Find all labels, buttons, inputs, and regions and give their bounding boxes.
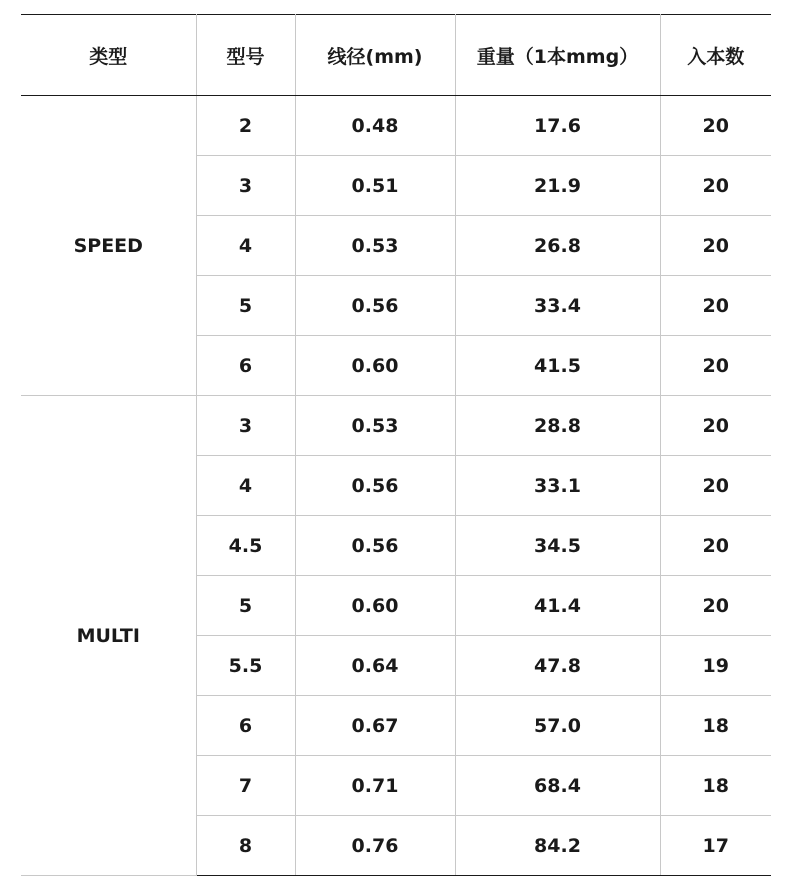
quantity-cell: 20 — [660, 516, 771, 576]
diameter-cell: 0.64 — [295, 636, 455, 696]
quantity-cell: 20 — [660, 216, 771, 276]
model-cell: 8 — [196, 816, 295, 876]
diameter-cell: 0.53 — [295, 216, 455, 276]
weight-cell: 47.8 — [455, 636, 660, 696]
diameter-cell: 0.60 — [295, 576, 455, 636]
quantity-cell: 20 — [660, 156, 771, 216]
type-cell-speed: SPEED — [21, 96, 196, 396]
weight-cell: 28.8 — [455, 396, 660, 456]
diameter-cell: 0.51 — [295, 156, 455, 216]
model-cell: 5 — [196, 276, 295, 336]
quantity-cell: 20 — [660, 336, 771, 396]
model-cell: 5.5 — [196, 636, 295, 696]
model-cell: 6 — [196, 696, 295, 756]
header-weight: 重量（1本mmg） — [455, 15, 660, 96]
weight-cell: 33.4 — [455, 276, 660, 336]
weight-cell: 68.4 — [455, 756, 660, 816]
model-cell: 2 — [196, 96, 295, 156]
diameter-cell: 0.56 — [295, 456, 455, 516]
quantity-cell: 18 — [660, 756, 771, 816]
quantity-cell: 20 — [660, 96, 771, 156]
header-quantity: 入本数 — [660, 15, 771, 96]
diameter-cell: 0.67 — [295, 696, 455, 756]
table-body — [21, 96, 771, 876]
diameter-cell: 0.53 — [295, 396, 455, 456]
model-cell: 4.5 — [196, 516, 295, 576]
table-header — [21, 15, 771, 96]
diameter-cell: 0.60 — [295, 336, 455, 396]
diameter-cell: 0.76 — [295, 816, 455, 876]
header-type: 类型 — [21, 15, 196, 96]
table-row — [21, 396, 771, 456]
header-diameter: 线径(mm) — [295, 15, 455, 96]
model-cell: 7 — [196, 756, 295, 816]
model-cell: 4 — [196, 216, 295, 276]
header-row — [21, 15, 771, 96]
weight-cell: 34.5 — [455, 516, 660, 576]
weight-cell: 41.5 — [455, 336, 660, 396]
diameter-cell: 0.71 — [295, 756, 455, 816]
header-model: 型号 — [196, 15, 295, 96]
table-row — [21, 96, 771, 156]
diameter-cell: 0.48 — [295, 96, 455, 156]
quantity-cell: 20 — [660, 396, 771, 456]
model-cell: 5 — [196, 576, 295, 636]
weight-cell: 41.4 — [455, 576, 660, 636]
spec-table — [21, 14, 771, 876]
model-cell: 6 — [196, 336, 295, 396]
diameter-cell: 0.56 — [295, 516, 455, 576]
quantity-cell: 20 — [660, 456, 771, 516]
weight-cell: 17.6 — [455, 96, 660, 156]
model-cell: 3 — [196, 396, 295, 456]
quantity-cell: 18 — [660, 696, 771, 756]
quantity-cell: 20 — [660, 276, 771, 336]
weight-cell: 57.0 — [455, 696, 660, 756]
diameter-cell: 0.56 — [295, 276, 455, 336]
weight-cell: 33.1 — [455, 456, 660, 516]
quantity-cell: 19 — [660, 636, 771, 696]
type-cell-multi: MULTI — [21, 396, 196, 876]
model-cell: 4 — [196, 456, 295, 516]
weight-cell: 26.8 — [455, 216, 660, 276]
weight-cell: 21.9 — [455, 156, 660, 216]
quantity-cell: 20 — [660, 576, 771, 636]
weight-cell: 84.2 — [455, 816, 660, 876]
quantity-cell: 17 — [660, 816, 771, 876]
model-cell: 3 — [196, 156, 295, 216]
